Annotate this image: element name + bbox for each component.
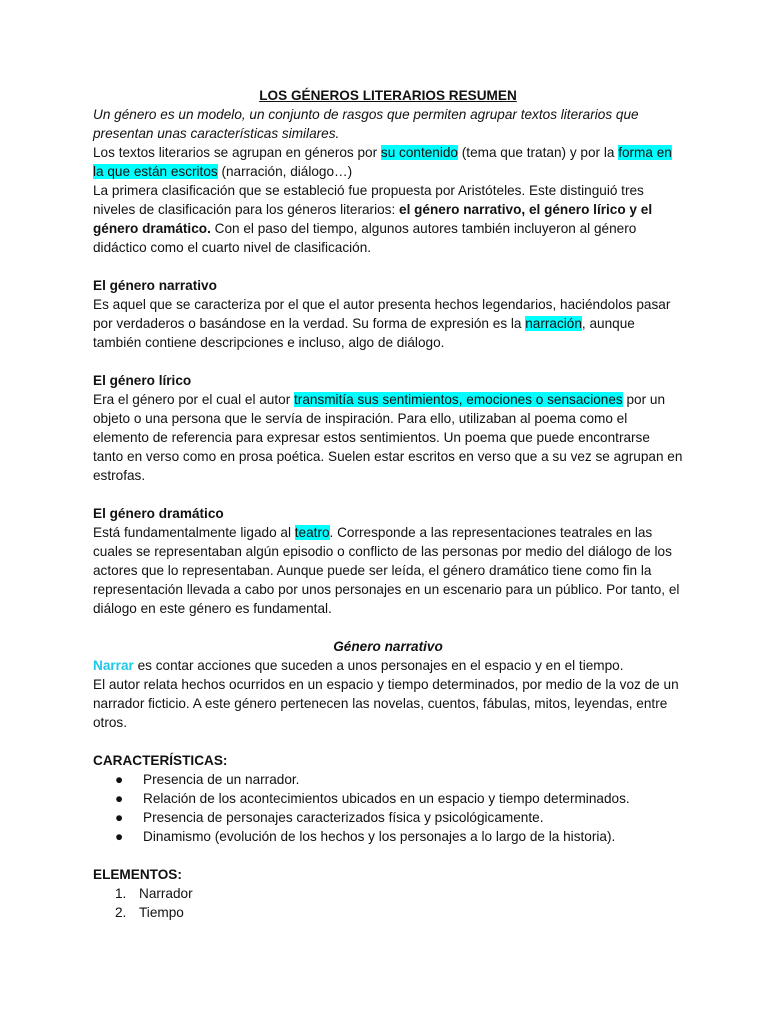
highlight-sentimientos: transmitía sus sentimientos, emociones o sensaciones bbox=[294, 392, 623, 407]
heading-narrativo: El género narrativo bbox=[93, 278, 217, 293]
paragraph-lirico bbox=[93, 390, 683, 485]
list-item bbox=[93, 827, 683, 846]
heading-caracteristicas: CARACTERÍSTICAS: bbox=[93, 753, 228, 768]
text-run: Era el género por el cual el autor bbox=[93, 392, 295, 407]
caracteristicas-list bbox=[93, 770, 683, 846]
list-item bbox=[93, 903, 683, 922]
list-item-text: Dinamismo (evolución de los hechos y los personajes a lo largo de la historia). bbox=[143, 829, 616, 844]
text-run: . Corresponde a las representaciones teatrales en las cuales se representaban algún episodio o conflicto de las personas por medio del diálogo de los actores que lo representaban. Aunque puede ser leída, el género dramático tiene como fin la representación llevada a cabo por unos personajes en un escenario para un público. Por tanto, el diálogo en este género es fundamental. bbox=[93, 525, 680, 616]
list-number: 1. bbox=[115, 886, 127, 901]
spacer bbox=[93, 352, 683, 371]
bullet-icon: ● bbox=[115, 829, 124, 844]
text-run: (narración, diálogo…) bbox=[217, 164, 353, 179]
heading-elementos: ELEMENTOS: bbox=[93, 867, 182, 882]
text-run: (tema que tratan) y por la bbox=[458, 145, 619, 160]
text-run: es contar acciones que suceden a unos personajes en el espacio y en el tiempo. bbox=[133, 658, 624, 673]
list-item bbox=[93, 808, 683, 827]
spacer bbox=[93, 618, 683, 637]
text-run: Los textos literarios se agrupan en géneros por bbox=[93, 145, 381, 160]
list-item bbox=[93, 884, 683, 903]
text-run: Es aquel que se caracteriza por el que el autor presenta hechos legendarios, haciéndolos pasar por verdaderos o basándose en la verdad. Su forma de expresión es la bbox=[93, 297, 671, 331]
bullet-icon: ● bbox=[115, 810, 124, 825]
intro-paragraph-aristoteles bbox=[93, 181, 683, 257]
bullet-icon: ● bbox=[115, 791, 124, 806]
list-item-text: Presencia de personajes caracterizados física y psicológicamente. bbox=[143, 810, 544, 825]
highlight-teatro: teatro bbox=[294, 525, 330, 540]
list-item bbox=[93, 770, 683, 789]
text-run: por un objeto o una persona que le servía de inspiración. Para ello, utilizaban al poema como el elemento de referencia para expresar estos sentimientos. Un poema que puede encontrarse tanto en verso como en prosa poética. Suelen estar escritos en verso que a su vez se agrupan en estrofas. bbox=[93, 392, 683, 483]
paragraph-autor-relata: El autor relata hechos ocurridos en un espacio y tiempo determinados, por medio de la voz de un narrador ficticio. A este género pertenecen las novelas, cuentos, fábulas, mitos, leyendas, entre otros. bbox=[93, 677, 679, 730]
heading-genero-narrativo: Género narrativo bbox=[333, 639, 443, 654]
intro-paragraph-grouping bbox=[93, 143, 683, 181]
paragraph-narrar bbox=[93, 656, 683, 675]
spacer bbox=[93, 485, 683, 504]
text-run: , aunque también contiene descripciones e incluso, algo de diálogo. bbox=[93, 316, 635, 350]
spacer bbox=[93, 732, 683, 751]
list-number: 2. bbox=[115, 905, 127, 920]
elementos-list bbox=[93, 884, 683, 922]
heading-dramatico: El género dramático bbox=[93, 506, 224, 521]
paragraph-narrativo bbox=[93, 295, 683, 352]
list-item-text: Presencia de un narrador. bbox=[143, 772, 300, 787]
list-item bbox=[93, 789, 683, 808]
list-item-text: Relación de los acontecimientos ubicados en un espacio y tiempo determinados. bbox=[143, 791, 630, 806]
paragraph-dramatico bbox=[93, 523, 683, 618]
intro-definition: Un género es un modelo, un conjunto de rasgos que permiten agrupar textos literarios que presentan unas características similares. bbox=[93, 107, 639, 141]
document-title: LOS GÉNEROS LITERARIOS RESUMEN bbox=[259, 88, 517, 103]
bold-genres: el género narrativo, el género lírico y el género dramático. bbox=[93, 202, 653, 236]
document-page bbox=[93, 86, 683, 922]
heading-lirico: El género lírico bbox=[93, 373, 192, 388]
highlight-contenido: su contenido bbox=[380, 145, 458, 160]
text-run: Con el paso del tiempo, algunos autores también incluyeron al género didáctico como el cuarto nivel de clasificación. bbox=[93, 221, 637, 255]
text-run: La primera clasificación que se estableció fue propuesta por Aristóteles. Este distinguió tres niveles de clasificación para los géneros literarios: bbox=[93, 183, 644, 217]
bullet-icon: ● bbox=[115, 772, 124, 787]
highlight-forma: forma en la que están escritos bbox=[93, 145, 672, 179]
highlight-narracion: narración bbox=[525, 316, 582, 331]
list-item-text: Tiempo bbox=[139, 905, 184, 920]
list-item-text: Narrador bbox=[139, 886, 193, 901]
spacer bbox=[93, 257, 683, 276]
text-run: Está fundamentalmente ligado al bbox=[93, 525, 295, 540]
word-narrar: Narrar bbox=[93, 658, 134, 673]
spacer bbox=[93, 846, 683, 865]
